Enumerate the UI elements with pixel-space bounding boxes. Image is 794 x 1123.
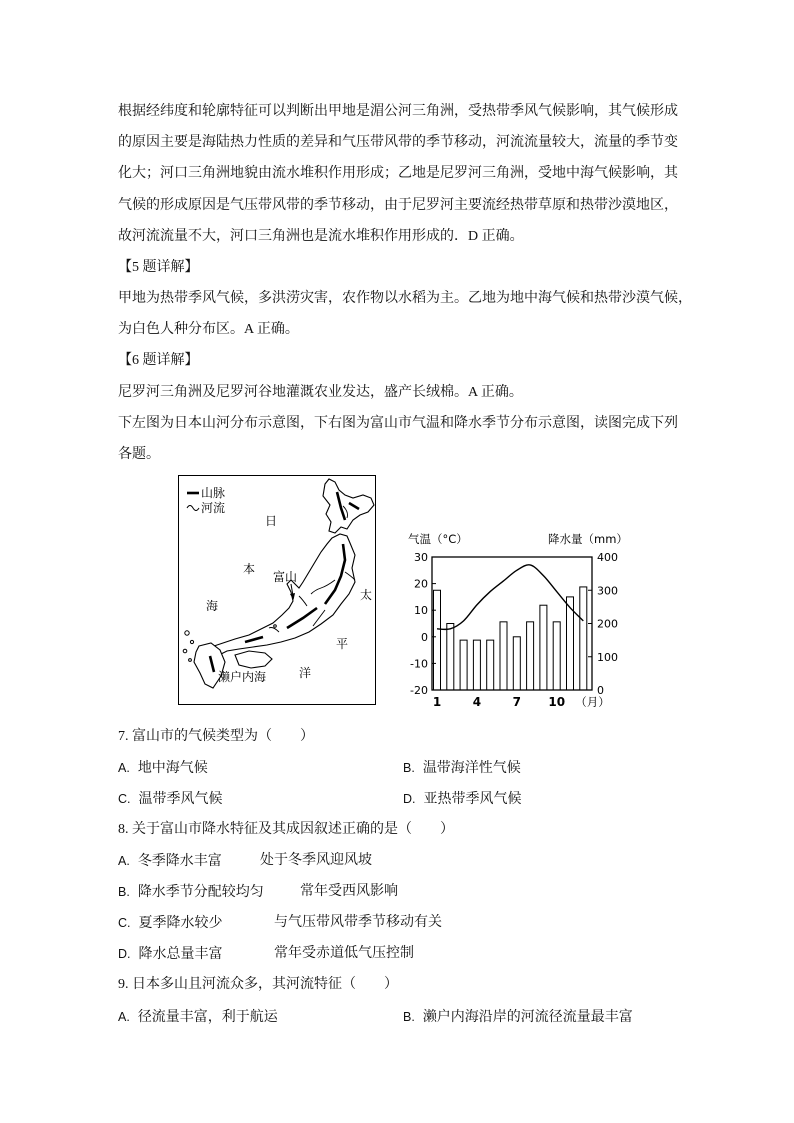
map-label-toyama: 富山 xyxy=(273,570,298,584)
option-cause-text: 与气压带风带季节移动有关 xyxy=(274,915,442,930)
option-text: 径流量丰富，利于航运 xyxy=(137,1010,278,1025)
month-tick-label: 4 xyxy=(472,695,482,709)
temperature-tick-label: 0 xyxy=(421,630,428,644)
option-cause-text: 处于冬季风迎风坡 xyxy=(260,853,372,868)
explanation-line: 故河流流量不大，河口三角洲也是流水堆积作用形成的．D 正确。 xyxy=(118,229,524,244)
precipitation-tick-label: 0 xyxy=(597,684,604,697)
map-label-pacific-1: 太 xyxy=(360,588,373,602)
option-label: B. xyxy=(118,885,130,899)
option-text: 亚热带季风气候 xyxy=(423,792,522,807)
legend-river-label: 河流 xyxy=(201,501,226,515)
option-feature-text: 夏季降水较少 xyxy=(138,916,223,931)
temperature-tick-label: 10 xyxy=(414,604,428,618)
precipitation-bar xyxy=(460,640,467,690)
precipitation-bar xyxy=(580,587,587,690)
legend-river-symbol xyxy=(187,506,199,511)
section-heading-q5: 【5 题详解】 xyxy=(118,260,199,275)
option-label: C. xyxy=(118,792,131,806)
question-8-option-a[interactable] xyxy=(118,851,222,872)
option-text: 地中海气候 xyxy=(137,761,208,776)
option-text: 温带海洋性气候 xyxy=(422,761,521,776)
explanation-line: 甲地为热带季风气候，多洪涝灾害，农作物以水稻为主。乙地为地中海气候和热带沙漠气候， xyxy=(118,291,692,306)
explanation-line: 化大；河口三角洲地貌由流水堆积作用形成；乙地是尼罗河三角洲，受地中海气候影响，其 xyxy=(118,166,678,181)
small-island xyxy=(274,625,277,628)
precipitation-tick-label: 200 xyxy=(597,617,618,631)
option-feature-text: 降水总量丰富 xyxy=(138,947,223,962)
map-label-sea-of-japan-1: 日 xyxy=(265,514,278,528)
toyama-climate-chart xyxy=(400,528,632,718)
precipitation-tick-label: 300 xyxy=(597,584,618,598)
question-8-option-b[interactable] xyxy=(118,882,264,903)
map-label-sea-of-japan-2: 本 xyxy=(243,562,256,576)
option-feature-text: 降水季节分配较均匀 xyxy=(137,885,264,900)
temperature-tick-label: 20 xyxy=(414,577,428,591)
hokkaido-island xyxy=(323,479,374,533)
question-7-option-c[interactable] xyxy=(118,789,223,810)
precipitation-bar xyxy=(553,622,560,690)
option-feature-text: 冬季降水丰富 xyxy=(137,854,222,869)
map-label-pacific-2: 平 xyxy=(336,637,349,651)
temperature-tick-label: -20 xyxy=(410,684,428,697)
question-8-stem: 8. 关于富山市降水特征及其成因叙述正确的是（ ） xyxy=(118,822,454,837)
precipitation-bar xyxy=(540,605,547,690)
small-island xyxy=(183,649,187,653)
option-cause-text: 常年受西风影响 xyxy=(300,884,398,899)
explanation-line: 气候的形成原因是气压带风带的季节移动，由于尼罗河主要流经热带草原和热带沙漠地区， xyxy=(118,198,678,213)
option-text: 温带季风气候 xyxy=(138,792,223,807)
shikoku-island xyxy=(235,651,272,668)
figure-intro-line: 各题。 xyxy=(118,447,160,462)
precipitation-bar xyxy=(527,622,534,690)
small-island xyxy=(189,659,192,662)
month-axis-unit: （月） xyxy=(575,695,610,709)
question-7-option-a[interactable] xyxy=(118,758,208,779)
option-label: A. xyxy=(118,1010,130,1024)
option-label: B. xyxy=(403,761,415,775)
option-cause-text: 常年受赤道低气压控制 xyxy=(274,946,414,961)
map-label-sea-of-japan-3: 海 xyxy=(206,599,219,613)
figure-intro-line: 下左图为日本山河分布示意图，下右图为富山市气温和降水季节分布示意图，读图完成下列 xyxy=(118,416,678,431)
question-9-option-a[interactable] xyxy=(118,1007,278,1028)
question-7-stem: 7. 富山市的气候类型为（ ） xyxy=(118,729,314,744)
precipitation-tick-label: 400 xyxy=(597,551,618,564)
precipitation-axis-title: 降水量（mm） xyxy=(548,532,628,546)
small-island xyxy=(185,631,189,635)
small-island xyxy=(190,640,193,643)
temperature-tick-label: -10 xyxy=(410,657,428,671)
option-label: A. xyxy=(118,761,130,775)
option-label: A. xyxy=(118,854,130,868)
precipitation-bar xyxy=(434,590,441,690)
explanation-line: 为白色人种分布区。A 正确。 xyxy=(118,322,299,337)
honshu-island xyxy=(209,534,355,656)
map-label-seto-inland-sea: 濑户内海 xyxy=(218,670,267,684)
question-7-option-d[interactable] xyxy=(403,789,522,810)
section-heading-q6: 【6 题详解】 xyxy=(118,353,199,368)
option-label: B. xyxy=(403,1010,415,1024)
month-tick-label: 10 xyxy=(548,695,566,709)
question-9-option-b[interactable] xyxy=(403,1007,633,1028)
precipitation-tick-label: 100 xyxy=(597,650,618,664)
precipitation-bar xyxy=(513,637,520,690)
option-text: 濑户内海沿岸的河流径流量最丰富 xyxy=(422,1010,633,1025)
temperature-tick-label: 30 xyxy=(414,551,428,564)
temperature-axis-title: 气温（°C） xyxy=(408,532,468,546)
option-label: D. xyxy=(403,792,416,806)
explanation-line: 根据经纬度和轮廓特征可以判断出甲地是湄公河三角洲，受热带季风气候影响，其气候形成 xyxy=(118,104,678,119)
precipitation-bar xyxy=(500,622,507,690)
map-label-pacific-3: 洋 xyxy=(299,666,312,680)
month-tick-label: 7 xyxy=(512,695,521,709)
question-8-option-c[interactable] xyxy=(118,913,223,934)
option-label: D. xyxy=(118,947,131,961)
question-9-stem: 9. 日本多山且河流众多，其河流特征（ ） xyxy=(118,977,398,992)
japan-map-figure xyxy=(178,475,376,705)
explanation-line: 的原因主要是海陆热力性质的差异和气压带风带的季节移动，河流流量较大，流量的季节变 xyxy=(118,135,678,150)
precipitation-bar xyxy=(447,624,454,691)
question-8-option-d[interactable] xyxy=(118,944,223,965)
explanation-line: 尼罗河三角洲及尼罗河谷地灌溉农业发达，盛产长绒棉。A 正确。 xyxy=(118,385,523,400)
precipitation-bar xyxy=(473,640,480,690)
legend-mountain-label: 山脉 xyxy=(201,486,226,500)
question-7-option-b[interactable] xyxy=(403,758,521,779)
precipitation-bar xyxy=(487,640,494,690)
option-label: C. xyxy=(118,916,131,930)
temperature-curve xyxy=(437,565,583,630)
month-tick-label: 1 xyxy=(432,695,442,709)
